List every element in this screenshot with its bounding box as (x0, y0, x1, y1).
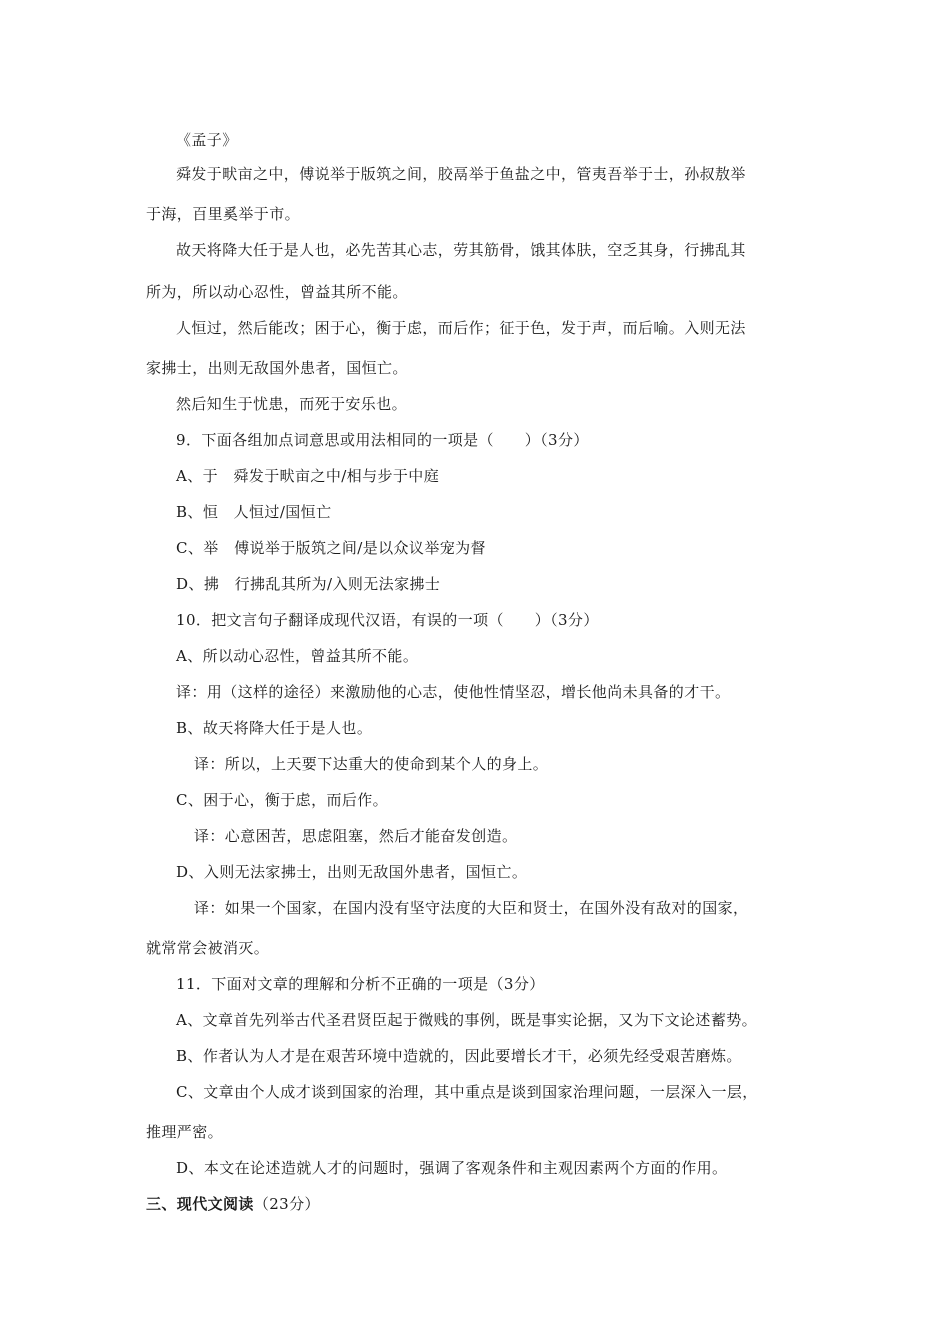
question-10-option-b-translation: 译：所以，上天要下达重大的使命到某个人的身上。 (194, 755, 549, 773)
question-10-option-b: B、故天将降大任于是人也。 (176, 719, 373, 737)
question-9-option-c: C、举 傅说举于版筑之间/是以众议举宠为督 (176, 539, 486, 557)
question-9-stem: 9．下面各组加点词意思或用法相同的一项是（ ）（3分） (176, 431, 589, 449)
question-10-option-c: C、困于心，衡于虑，而后作。 (176, 791, 389, 809)
question-9-option-d: D、拂 行拂乱其所为/入则无法家拂士 (176, 575, 441, 593)
passage-paragraph-1-line-1: 舜发于畎亩之中，傅说举于版筑之间，胶鬲举于鱼盐之中，管夷吾举于士，孙叔敖举 (176, 165, 746, 183)
question-10-option-d-translation-line-1: 译：如果一个国家，在国内没有坚守法度的大臣和贤士，在国外没有敌对的国家， (194, 899, 749, 917)
question-11-stem: 11．下面对文章的理解和分析不正确的一项是（3分） (176, 975, 545, 993)
passage-paragraph-3-line-1: 人恒过，然后能改；困于心，衡于虑，而后作；征于色，发于声，而后喻。入则无法 (176, 319, 746, 337)
passage-paragraph-4: 然后知生于忧患，而死于安乐也。 (176, 395, 408, 413)
question-11-option-c-line-2: 推理严密。 (146, 1123, 224, 1141)
question-10-option-a: A、所以动心忍性，曾益其所不能。 (176, 647, 419, 665)
question-10-option-c-translation: 译：心意困苦，思虑阻塞，然后才能奋发创造。 (194, 827, 518, 845)
section-3-score: （23分） (253, 1195, 320, 1213)
question-11-option-c-line-1: C、文章由个人成才谈到国家的治理，其中重点是谈到国家治理问题，一层深入一层， (176, 1083, 758, 1101)
passage-paragraph-2-line-1: 故天将降大任于是人也，必先苦其心志，劳其筋骨，饿其体肤，空乏其身，行拂乱其 (176, 241, 746, 259)
question-9-option-b: B、恒 人恒过/国恒亡 (176, 503, 332, 521)
question-11-option-a: A、文章首先列举古代圣君贤臣起于微贱的事例，既是事实论据，又为下文论述蓄势。 (176, 1011, 758, 1029)
question-11-option-d: D、本文在论述造就人才的问题时，强调了客观条件和主观因素两个方面的作用。 (176, 1159, 728, 1177)
passage-paragraph-2-line-2: 所为，所以动心忍性，曾益其所不能。 (146, 283, 408, 301)
question-10-option-d: D、入则无法家拂士，出则无敌国外患者，国恒亡。 (176, 863, 528, 881)
question-9-option-a: A、于 舜发于畎亩之中/相与步于中庭 (176, 467, 440, 485)
question-11-option-b: B、作者认为人才是在艰苦环境中造就的，因此要增长才干，必须先经受艰苦磨炼。 (176, 1047, 742, 1065)
question-10-stem: 10．把文言句子翻译成现代汉语，有误的一项（ ）（3分） (176, 611, 599, 629)
question-10-option-a-translation: 译：用（这样的途径）来激励他的心志，使他性情坚忍，增长他尚未具备的才干。 (176, 683, 731, 701)
passage-title: 《孟子》 (176, 131, 238, 149)
section-3-title: 三、现代文阅读 (146, 1195, 254, 1213)
passage-paragraph-1-line-2: 于海，百里奚举于市。 (146, 205, 301, 223)
passage-paragraph-3-line-2: 家拂士，出则无敌国外患者，国恒亡。 (146, 359, 408, 377)
question-10-option-d-translation-line-2: 就常常会被消灭。 (146, 939, 270, 957)
section-3-heading (146, 1194, 320, 1214)
